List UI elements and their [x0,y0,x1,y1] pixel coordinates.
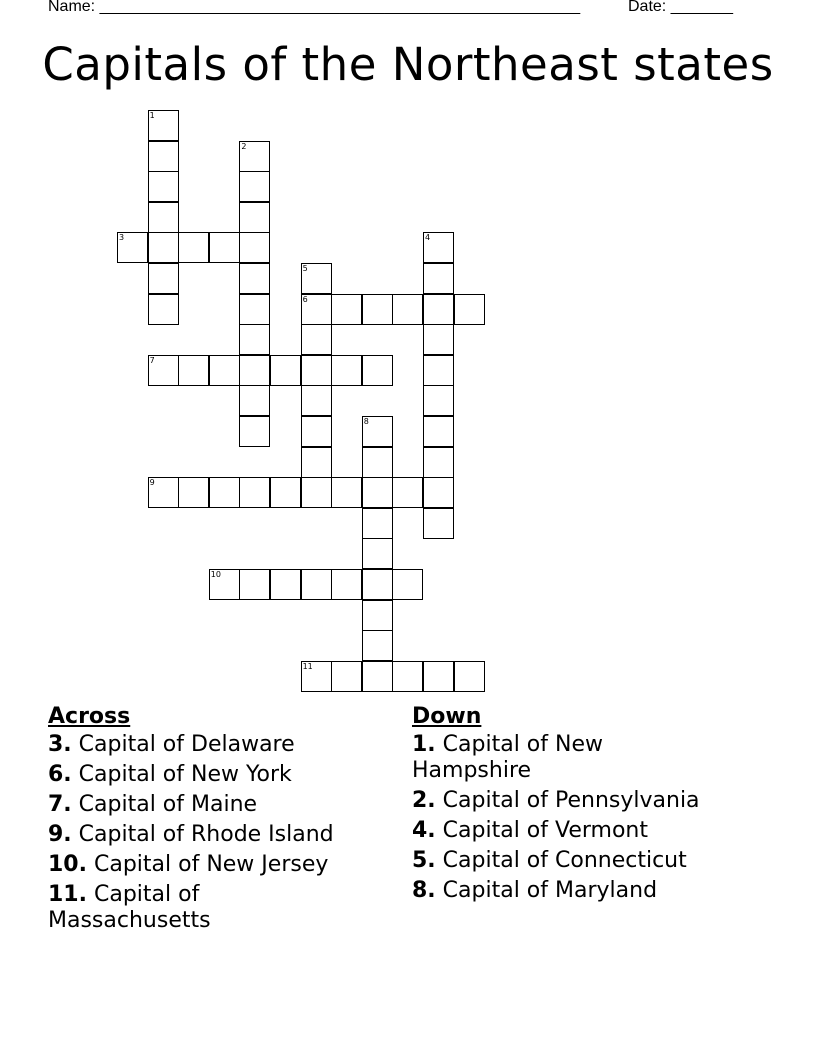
grid-cell[interactable] [301,569,332,600]
grid-cell[interactable] [239,294,270,325]
grid-cell[interactable] [239,141,270,172]
grid-cell[interactable] [423,355,454,386]
clue-number: 1. [412,732,436,757]
grid-cell[interactable] [423,294,454,325]
grid-cell[interactable] [148,110,179,141]
clue-text: Capital of New York [78,762,292,787]
cell-number: 4 [425,233,431,243]
clue-text: Capital of Maine [78,792,258,817]
clue-text: Capital of Connecticut [442,848,687,873]
clue-text: Capital of New Jersey [93,852,329,877]
grid-cell[interactable] [301,263,332,294]
clue-text: Capital of Delaware [78,732,295,757]
grid-cell[interactable] [148,202,179,233]
grid-cell[interactable] [423,385,454,416]
clue-number: 7. [48,792,72,817]
grid-cell[interactable] [423,508,454,539]
grid-cell[interactable] [178,355,209,386]
grid-cell[interactable] [117,232,148,263]
puzzle-title: Capitals of the Northeast states [42,38,774,91]
clue-number: 3. [48,732,72,757]
grid-cell[interactable] [423,416,454,447]
name-field[interactable]: Name: ______________________________________________________ [48,0,581,15]
clue-number: 2. [412,788,436,813]
grid-cell[interactable] [270,355,301,386]
grid-cell[interactable] [392,569,423,600]
grid-cell[interactable] [423,263,454,294]
grid-cell[interactable] [301,416,332,447]
grid-cell[interactable] [239,355,270,386]
grid-cell[interactable] [331,477,362,508]
clue-text: Capital of Maryland [442,878,658,903]
down-heading: Down [412,704,482,729]
grid-cell[interactable] [148,263,179,294]
across-clue-11[interactable] [48,882,248,934]
grid-cell[interactable] [301,294,332,325]
grid-cell[interactable] [454,661,485,692]
grid-cell[interactable] [178,477,209,508]
grid-cell[interactable] [209,477,240,508]
grid-cell[interactable] [331,355,362,386]
down-clue-2[interactable] [412,788,752,814]
grid-cell[interactable] [423,661,454,692]
across-clue-3[interactable] [48,732,378,758]
across-clue-9[interactable] [48,822,378,848]
grid-cell[interactable] [362,661,393,692]
grid-cell[interactable] [331,294,362,325]
cell-number: 7 [149,355,155,365]
grid-cell[interactable] [301,447,332,478]
grid-cell[interactable] [362,447,393,478]
grid-cell[interactable] [239,324,270,355]
grid-cell[interactable] [239,477,270,508]
grid-cell[interactable] [331,661,362,692]
grid-cell[interactable] [362,416,393,447]
clue-text: Capital of Vermont [442,818,648,843]
clue-number: 10. [48,852,87,877]
down-clues [412,702,752,908]
cell-number: 1 [149,111,155,120]
grid-cell[interactable] [148,477,179,508]
grid-cell[interactable] [362,355,393,386]
grid-cell[interactable] [270,569,301,600]
grid-cell[interactable] [148,355,179,386]
down-clue-1[interactable] [412,732,652,784]
grid-cell[interactable] [423,324,454,355]
across-clue-10[interactable] [48,852,378,878]
cell-number: 2 [241,141,247,151]
grid-cell[interactable] [148,232,179,263]
grid-cell[interactable] [270,477,301,508]
grid-cell[interactable] [362,477,393,508]
clue-number: 9. [48,822,72,847]
grid-cell[interactable] [301,324,332,355]
clue-text: Capital of New Hampshire [412,732,603,783]
cell-number: 8 [363,417,369,426]
grid-cell[interactable] [239,202,270,233]
date-field[interactable]: Date: _______ [628,0,733,15]
grid-cell[interactable] [362,294,393,325]
grid-cell[interactable] [209,355,240,386]
grid-cell[interactable] [392,477,423,508]
clue-number: 4. [412,818,436,843]
across-clue-7[interactable] [48,792,378,818]
cell-number: 5 [302,264,308,273]
across-heading: Across [48,704,131,729]
across-clues [48,702,378,938]
cell-number: 6 [302,294,308,304]
cell-number: 11 [302,661,313,671]
clue-text: Capital of Rhode Island [78,822,334,847]
grid-cell[interactable] [239,263,270,294]
grid-cell[interactable] [239,171,270,202]
grid-cell[interactable] [239,569,270,600]
grid-cell[interactable] [148,171,179,202]
clue-number: 6. [48,762,72,787]
grid-cell[interactable] [301,661,332,692]
grid-cell[interactable] [423,232,454,263]
across-clue-6[interactable] [48,762,378,788]
grid-cell[interactable] [423,477,454,508]
grid-cell[interactable] [454,294,485,325]
down-clue-5[interactable] [412,848,752,874]
grid-cell[interactable] [239,385,270,416]
grid-cell[interactable] [362,630,393,661]
grid-cell[interactable] [148,141,179,172]
grid-cell[interactable] [362,508,393,539]
grid-cell[interactable] [209,232,240,263]
grid-cell[interactable] [178,232,209,263]
clue-number: 5. [412,848,436,873]
cell-number: 9 [149,478,155,488]
grid-cell[interactable] [239,232,270,263]
clue-text: Capital of Massachusetts [48,882,211,933]
grid-cell[interactable] [362,569,393,600]
grid-cell[interactable] [301,385,332,416]
clue-number: 8. [412,878,436,903]
grid-cell[interactable] [331,569,362,600]
down-clue-8[interactable] [412,878,752,904]
grid-cell[interactable] [392,294,423,325]
grid-cell[interactable] [148,294,179,325]
grid-cell[interactable] [209,569,240,600]
grid-cell[interactable] [301,355,332,386]
grid-cell[interactable] [301,477,332,508]
cell-number: 10 [210,570,221,579]
grid-cell[interactable] [239,416,270,447]
grid-cell[interactable] [423,447,454,478]
down-clue-4[interactable] [412,818,752,844]
clue-text: Capital of Pennsylvania [442,788,700,813]
grid-cell[interactable] [362,538,393,569]
grid-cell[interactable] [392,661,423,692]
cell-number: 3 [119,233,125,243]
grid-cell[interactable] [362,600,393,631]
clue-number: 11. [48,882,87,907]
